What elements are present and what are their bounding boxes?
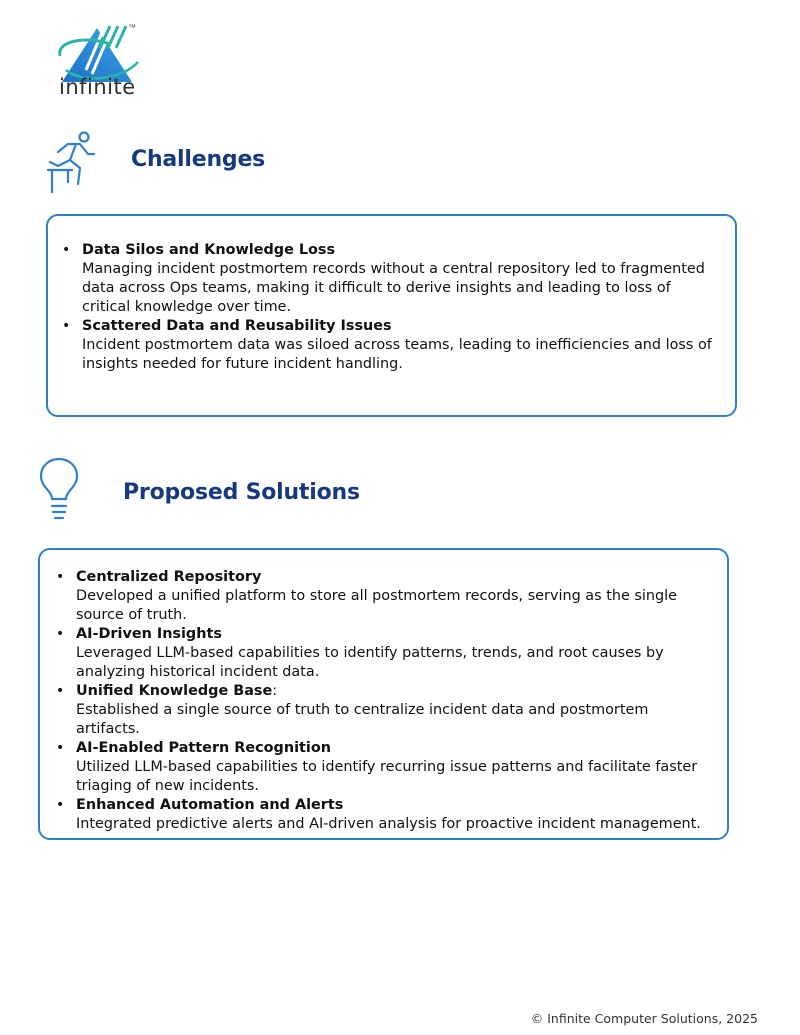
solutions-heading: Proposed Solutions <box>123 480 360 505</box>
list-item <box>56 682 706 739</box>
footer-copyright: © Infinite Computer Solutions, 2025 <box>530 1011 758 1026</box>
list-item <box>56 739 706 796</box>
item-title: AI-Enabled Pattern Recognition <box>76 740 331 756</box>
item-description: Managing incident postmortem records without a central repository led to fragmented data across Ops teams, making it difficult to derive insights and leading to loss of critical knowledge over time. <box>82 261 705 315</box>
item-title: Scattered Data and Reusability Issues <box>82 318 392 334</box>
item-title: Centralized Repository <box>76 569 262 585</box>
trademark-mark: ™ <box>128 23 136 32</box>
item-description: Established a single source of truth to centralize incident data and postmortem artifacts. <box>76 702 649 737</box>
item-description: Developed a unified platform to store all postmortem records, serving as the single source of truth. <box>76 588 677 623</box>
list-item <box>62 241 712 317</box>
item-title: AI-Driven Insights <box>76 626 222 642</box>
item-description: Integrated predictive alerts and AI-driven analysis for proactive incident management. <box>76 816 701 832</box>
item-title: Enhanced Automation and Alerts <box>76 797 344 813</box>
item-title: Data Silos and Knowledge Loss <box>82 242 336 258</box>
list-item <box>56 625 706 682</box>
logo-wordmark: infinite <box>59 75 136 99</box>
item-description: Leveraged LLM-based capabilities to identify patterns, trends, and root causes by analyzing historical incident data. <box>76 645 664 680</box>
item-title-suffix: : <box>272 683 278 699</box>
solutions-box <box>38 548 729 840</box>
lightbulb-icon <box>38 457 80 521</box>
item-description: Utilized LLM-based capabilities to identify recurring issue patterns and facilitate faster triaging of new incidents. <box>76 759 698 794</box>
hurdle-runner-icon <box>46 130 98 194</box>
item-description: Incident postmortem data was siloed across teams, leading to inefficiencies and loss of insights needed for future incident handling. <box>82 337 712 372</box>
list-item <box>56 568 706 625</box>
item-title: Unified Knowledge Base <box>76 683 273 699</box>
challenges-list <box>62 241 712 374</box>
challenges-box <box>46 214 737 417</box>
list-item <box>56 796 706 834</box>
challenges-heading: Challenges <box>131 147 266 172</box>
solutions-list <box>56 568 706 834</box>
list-item <box>62 317 712 374</box>
